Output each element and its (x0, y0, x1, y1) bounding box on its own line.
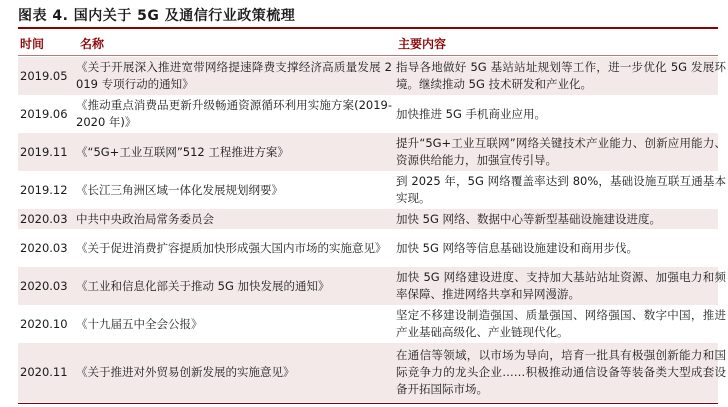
row-name: 《工业和信息化部关于推动 5G 加快发展的通知》 (76, 278, 330, 293)
row-date: 2020.03 (20, 278, 68, 293)
row-content: 到 2025 年，5G 网络覆盖率达到 80%，基础设施互联互通基本实现。 (396, 174, 726, 205)
table-row (18, 95, 718, 133)
header-rule (18, 55, 718, 56)
row-name: 《十九届五中全会公报》 (76, 316, 203, 331)
row-content: 加快推进 5G 手机商业应用。 (396, 106, 547, 121)
table-row (18, 133, 726, 171)
bottom-rule (18, 403, 718, 404)
row-date: 2019.12 (20, 182, 68, 197)
table-row (18, 229, 718, 267)
row-name: 中共中央政治局常务委员会 (76, 211, 214, 226)
top-rule (18, 27, 718, 29)
table-row (18, 171, 726, 209)
table-row (18, 267, 726, 305)
row-name: 《“5G+工业互联网”512 工程推进方案》 (76, 144, 289, 159)
table-header (18, 30, 718, 55)
header-content: 主要内容 (398, 37, 447, 51)
row-date: 2019.11 (20, 144, 68, 159)
row-content: 坚定不移建设制造强国、质量强国、网络强国、数字中国，推进产业基础高级化、产业链现代化。 (396, 308, 726, 339)
row-date: 2020.10 (20, 316, 68, 331)
row-content: 提升“5G+工业互联网”网络关键技术产业能力、创新应用能力、资源供给能力，加强宣传引导。 (396, 136, 726, 167)
row-content: 加快 5G 网络、数据中心等新型基础设施建设进度。 (396, 211, 662, 226)
row-name: 《推动重点消费品更新升级畅通资源循环利用实施方案(2019-2020 年)》 (76, 98, 392, 129)
row-content: 加快 5G 网络建设进度、支持加大基站站址资源、加强电力和频率保障、推进网络共享和异网漫游。 (396, 270, 726, 301)
header-time: 时间 (20, 37, 45, 51)
table-row (18, 57, 726, 95)
header-name: 名称 (80, 37, 105, 51)
row-name: 《长江三角洲区域一体化发展规划纲要》 (76, 182, 283, 197)
row-date: 2020.03 (20, 240, 68, 255)
table-row (18, 343, 726, 402)
row-date: 2020.03 (20, 211, 68, 226)
table-row (18, 305, 726, 343)
row-content: 加快 5G 网络等信息基础设施建设和商用步伐。 (396, 240, 639, 255)
row-content: 指导各地做好 5G 基站站址规划等工作，进一步优化 5G 发展环境。继续推动 5G 技术研发和产业化。 (396, 60, 726, 91)
row-name: 《关于推进对外贸易创新发展的实施意见》 (76, 365, 295, 379)
figure-title: 图表 4. 国内关于 5G 及通信行业政策梳理 (18, 8, 296, 24)
row-name: 《关于开展深入推进宽带网络提速降费支撑经济高质量发展 2019 专项行动的通知》 (76, 60, 392, 91)
row-date: 2019.06 (20, 106, 68, 121)
row-date: 2019.05 (20, 68, 68, 83)
row-date: 2020.11 (20, 365, 68, 379)
row-name: 《关于促进消费扩容提质加快形成强大国内市场的实施意见》 (76, 240, 387, 255)
row-content: 在通信等领域，以市场为导向，培育一批具有极强创新能力和国际竞争力的龙头企业……积极推动通信设备等装备类大型成套设备开拓国际市场。 (396, 348, 726, 396)
table-row (18, 209, 718, 229)
